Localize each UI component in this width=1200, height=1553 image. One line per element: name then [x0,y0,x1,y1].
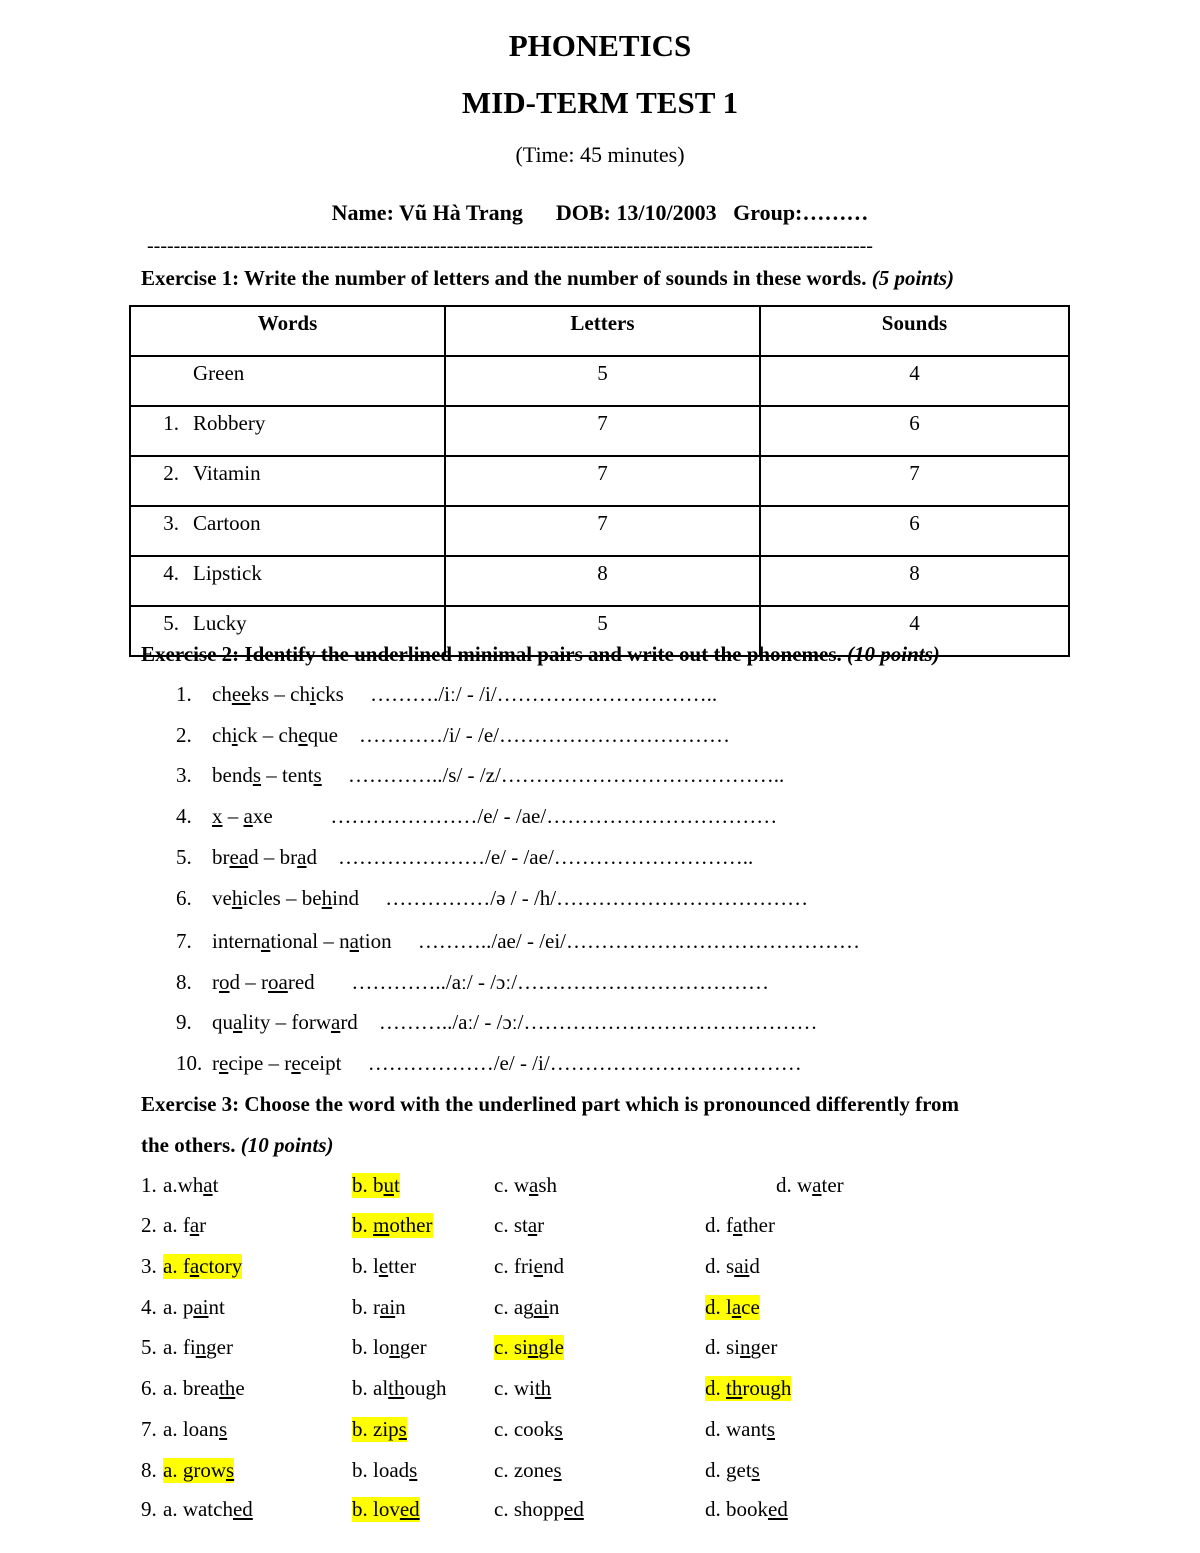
pair-text: – [222,804,244,828]
word-text: Vitamin [193,461,261,485]
word-cell [130,456,445,506]
underlined-part: a [189,1213,200,1237]
list-item [176,1051,802,1076]
list-item [176,682,717,707]
option-text: d. f [705,1213,733,1237]
answer-text: …………………/e/ - /ae/…………………………… [272,804,778,828]
letters-cell: 7 [445,406,760,456]
option-text: b. lov [352,1497,400,1521]
column-header-words: Words [130,306,445,356]
pair-text: ch [212,682,232,706]
option-text: c. si [494,1335,528,1359]
pair-text: ceipt [300,1051,342,1075]
letters-cell: 5 [445,356,760,406]
item-number: 10. [176,1051,203,1075]
question-row [141,1376,1141,1406]
sounds-cell: 4 [760,356,1069,406]
pair-text: r [212,970,219,994]
answer-option [494,1376,551,1401]
item-number: 1. [176,682,192,706]
option-text: d. get [705,1458,752,1482]
underlined-part: a [529,1173,539,1197]
underlined-part: h [321,886,333,910]
answer-option [163,1376,245,1401]
pair-text: ch [212,723,232,747]
option-text: b. load [352,1458,410,1482]
underlined-part: x [212,804,223,828]
pair-text: xe [252,804,273,828]
option-text: gle [538,1335,564,1359]
answer-option [705,1458,760,1483]
list-item [176,845,753,870]
underlined-part: m [373,1213,390,1237]
pair-text: ve [212,886,232,910]
exercise3-instruction: Choose the word with the underlined part which is pronounced differently from [239,1092,960,1116]
question-number: 3. [141,1254,157,1278]
word-text: Robbery [193,411,266,435]
underlined-part: e [291,1051,301,1075]
answer-option [705,1254,760,1279]
table-row [130,356,1069,406]
option-text: nt [208,1295,225,1319]
item-number: 2. [176,723,192,747]
option-text: a. loan [163,1417,219,1441]
option-text: a. f [163,1254,190,1278]
question-number: 9. [141,1497,157,1521]
underlined-part: ai [193,1295,209,1319]
underlined-part: u [383,1173,394,1197]
sounds-cell: 7 [760,456,1069,506]
exercise3-points: (10 points) [240,1133,334,1157]
question-number: 8. [141,1458,157,1482]
underlined-part: a [731,1295,742,1319]
underlined-part: a [812,1173,822,1197]
answer-option [705,1295,760,1320]
option-text: b. l [352,1254,379,1278]
item-number: 5. [176,845,192,869]
underlined-part: s [766,1417,776,1441]
list-item [176,723,730,748]
answer-option [163,1254,242,1279]
answer-option [705,1497,788,1522]
underlined-part: e [298,723,308,747]
pair-text: r [212,1051,219,1075]
word-number: 1. [163,411,179,435]
underlined-part: th [534,1376,552,1400]
pair-text: red [287,970,315,994]
answer-option [776,1173,844,1198]
option-text: c. fri [494,1254,534,1278]
option-text: d [749,1254,760,1278]
option-text: ger [206,1335,233,1359]
test-subtitle: MID-TERM TEST 1 [461,85,739,120]
sounds-cell: 6 [760,506,1069,556]
pair-text: tional – n [270,929,350,953]
question-row [141,1254,1141,1284]
answer-text: ………………/e/ - /i/……………………………… [341,1051,802,1075]
exercise3-label: Exercise 3: [141,1092,240,1116]
option-text: n [395,1295,406,1319]
answer-option [352,1335,427,1360]
option-text: other [389,1213,433,1237]
option-text: a. fi [163,1335,196,1359]
pair-text: tion [358,929,392,953]
question-row [141,1295,1141,1325]
answer-option [163,1417,227,1442]
option-text: d. want [705,1417,767,1441]
pair-text: intern [212,929,261,953]
option-text: sh [538,1173,558,1197]
word-number: 2. [163,461,179,485]
option-text: d. si [705,1335,741,1359]
option-text: nd [542,1254,564,1278]
option-text: c. st [494,1213,528,1237]
pair-text: – tent [261,763,314,787]
answer-option [163,1497,253,1522]
option-text: r [537,1213,545,1237]
option-text: d. [705,1376,726,1400]
underlined-part: i [309,682,316,706]
underlined-part: e [219,1051,229,1075]
underlined-part: s [398,1417,407,1441]
answer-text: …………/i/ - /e/…………………………… [337,723,730,747]
option-text: rough [742,1376,792,1400]
answer-option [352,1295,406,1320]
option-text: ger [750,1335,778,1359]
underlined-part: th [388,1376,405,1400]
answer-option [352,1173,400,1198]
list-item [176,886,808,911]
underlined-part: ed [564,1497,584,1521]
answer-option [163,1213,206,1238]
underlined-part: a [297,845,307,869]
answer-option [494,1254,564,1279]
answer-option [705,1376,791,1401]
table-row [130,506,1069,556]
underlined-part: n [740,1335,751,1359]
table-row [130,406,1069,456]
option-text: c. wi [494,1376,535,1400]
student-info: Name: Vũ Hà Trang DOB: 13/10/2003 Group:……… [331,200,869,225]
underlined-part: ee [231,682,251,706]
underlined-part: s [409,1458,418,1482]
letters-cell: 5 [445,606,760,656]
option-text: a. p [163,1295,194,1319]
answer-option [352,1458,417,1483]
option-text: c. ag [494,1295,534,1319]
word-text: Green [193,361,245,385]
word-cell [130,556,445,606]
exercise3-heading-line2 [141,1133,334,1158]
question-number: 1. [141,1173,157,1197]
underlined-part: ed [768,1497,788,1521]
answer-text: ………./iː/ - /i/………………………….. [343,682,718,706]
question-row [141,1335,1141,1365]
answer-option [163,1173,218,1198]
pair-text: ind [332,886,359,910]
underlined-part: s [313,763,322,787]
option-text: n [548,1295,560,1319]
option-text: d. s [705,1254,735,1278]
word-number: 3. [163,511,179,535]
letters-cell: 8 [445,556,760,606]
exercise1-instruction: Write the number of letters and the number of sounds in these words. [239,266,872,290]
item-number: 6. [176,886,192,910]
option-text: a. f [163,1213,190,1237]
sounds-cell: 6 [760,406,1069,456]
underlined-part: a [733,1213,743,1237]
list-item [176,970,769,995]
list-item [176,804,777,829]
underlined-part: th [218,1376,236,1400]
underlined-part: o [219,970,230,994]
underlined-part: th [726,1376,743,1400]
pair-text: que [307,723,338,747]
list-item [176,929,860,954]
option-text: ter [821,1173,844,1197]
word-number: 5. [163,611,179,635]
table-header-row [130,306,1069,356]
answer-option [494,1417,563,1442]
underlined-part: h [231,886,243,910]
pair-text: bend [212,763,253,787]
pair-text: ks – ch [250,682,310,706]
answer-option [352,1213,433,1238]
answer-option [163,1295,225,1320]
underlined-part: a [189,1254,200,1278]
answer-option [494,1295,559,1320]
exercise2-label: Exercise 2: [141,642,240,666]
answer-text: …………../aː/ - /ɔː/……………………………… [314,970,770,994]
exercise1-points: (5 points) [871,266,954,290]
option-text: c. cook [494,1417,555,1441]
exercise1-table [129,305,1070,657]
document-title: PHONETICS [508,28,692,63]
underlined-part: n [527,1335,539,1359]
separator-line: ------------------------------------------------------------------------------------------------------------- [147,236,873,256]
underlined-part: a [349,929,359,953]
option-text: tter [388,1254,417,1278]
item-number: 4. [176,804,192,828]
answer-option [494,1335,564,1360]
question-row [141,1173,1141,1203]
sounds-cell: 8 [760,556,1069,606]
word-number: 4. [163,561,179,585]
underlined-part: ea [229,845,249,869]
answer-option [494,1173,557,1198]
underlined-part: a [233,1010,243,1034]
underlined-part: s [554,1417,563,1441]
column-header-sounds: Sounds [760,306,1069,356]
answer-text: …………………/e/ - /ae/……………………….. [316,845,754,869]
underlined-part: a [203,1173,213,1197]
list-item [176,1010,817,1035]
underlined-part: a [330,1010,341,1034]
answer-text: ………../aː/ - /ɔː/…………………………………… [357,1010,818,1034]
underlined-part: n [389,1335,400,1359]
exercise2-heading [141,642,940,667]
option-text: t [394,1173,400,1197]
underlined-part: n [195,1335,207,1359]
underlined-part: ai [533,1295,549,1319]
answer-option [352,1254,416,1279]
word-cell [130,506,445,556]
pair-text: br [212,845,230,869]
option-text: ce [741,1295,760,1319]
answer-option [352,1376,447,1401]
column-header-letters: Letters [445,306,760,356]
underlined-part: e [533,1254,543,1278]
option-text: b. zip [352,1417,399,1441]
letters-cell: 7 [445,456,760,506]
answer-option [163,1335,233,1360]
exercise3-instruction-cont: the others. [141,1133,241,1157]
pair-text: icles – be [242,886,322,910]
underlined-part: s [553,1458,562,1482]
answer-text: ……………/ə / - /h/……………………………… [358,886,809,910]
question-number: 6. [141,1376,157,1400]
underlined-part: a [243,804,253,828]
answer-option [163,1458,234,1483]
option-text: d. w [776,1173,813,1197]
word-cell [130,356,445,406]
pair-text: lity – forw [242,1010,331,1034]
option-text: b. [352,1213,373,1237]
list-item [176,763,784,788]
pair-text: d [306,845,317,869]
table-row [130,556,1069,606]
question-row [141,1497,1141,1527]
question-row [141,1458,1141,1488]
answer-text: ………../ae/ - /ei/…………………………………… [391,929,861,953]
question-row [141,1213,1141,1243]
option-text: b. al [352,1376,389,1400]
letters-cell: 7 [445,506,760,556]
exercise2-instruction: Identify the underlined minimal pairs and write out the phonemes. [239,642,848,666]
pair-text: ck – ch [237,723,299,747]
option-text: d. l [705,1295,732,1319]
item-number: 9. [176,1010,192,1034]
answer-option [705,1417,775,1442]
answer-option [352,1497,420,1522]
question-row [141,1417,1141,1447]
exercise3-heading [141,1092,959,1117]
word-text: Lucky [193,611,247,635]
option-text: a.wh [163,1173,204,1197]
option-text: d. book [705,1497,768,1521]
option-text: ough [404,1376,447,1400]
option-text: c. zone [494,1458,554,1482]
option-text: r [199,1213,207,1237]
underlined-part: e [378,1254,389,1278]
answer-option [705,1213,775,1238]
table-row [130,456,1069,506]
underlined-part: a [527,1213,538,1237]
question-number: 7. [141,1417,157,1441]
underlined-part: i [231,723,238,747]
underlined-part: s [252,763,262,787]
answer-option [494,1458,562,1483]
pair-text: rd [340,1010,358,1034]
sounds-cell: 4 [760,606,1069,656]
pair-text: qu [212,1010,233,1034]
option-text: b. lo [352,1335,390,1359]
underlined-part: s [751,1458,760,1482]
answer-option [705,1335,777,1360]
pair-text: cipe – r [228,1051,292,1075]
pair-text: d – br [248,845,298,869]
exercise1-label: Exercise 1: [141,266,240,290]
option-text: e [235,1376,245,1400]
underlined-part: a [260,929,271,953]
item-number: 7. [176,929,192,953]
option-text: a. watch [163,1497,233,1521]
option-text: c. w [494,1173,529,1197]
item-number: 3. [176,763,192,787]
exercise1-heading [141,266,954,291]
answer-option [494,1497,584,1522]
underlined-part: ai [734,1254,750,1278]
word-cell [130,406,445,456]
question-number: 4. [141,1295,157,1319]
option-text: b. b [352,1173,384,1197]
question-number: 5. [141,1335,157,1359]
item-number: 8. [176,970,192,994]
underlined-part: ai [380,1295,396,1319]
underlined-part: ed [399,1497,420,1521]
underlined-part: oa [268,970,288,994]
question-number: 2. [141,1213,157,1237]
underlined-part: s [225,1458,235,1482]
answer-text: …………../s/ - /z/………………………………….. [321,763,785,787]
exercise2-points: (10 points) [847,642,940,666]
option-text: ger [399,1335,427,1359]
option-text: b. r [352,1295,380,1319]
word-text: Cartoon [193,511,261,535]
option-text: a. brea [163,1376,219,1400]
option-text: ther [742,1213,775,1237]
option-text: ctory [199,1254,243,1278]
underlined-part: s [218,1417,228,1441]
pair-text: cks [315,682,344,706]
underlined-part: ed [232,1497,253,1521]
option-text: a. grow [163,1458,226,1482]
answer-option [352,1417,407,1442]
word-text: Lipstick [193,561,262,585]
time-limit: (Time: 45 minutes) [515,142,685,167]
pair-text: d – r [229,970,268,994]
option-text: c. shopp [494,1497,564,1521]
answer-option [494,1213,544,1238]
option-text: t [212,1173,219,1197]
